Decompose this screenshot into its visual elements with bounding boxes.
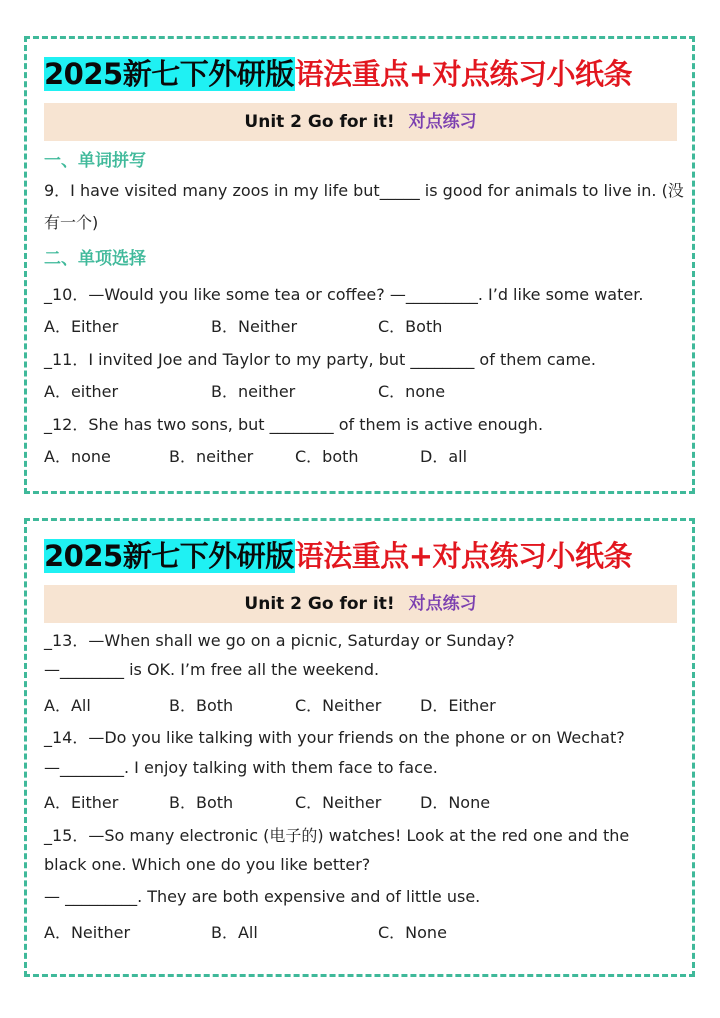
question-9-line-2: 有一个) bbox=[44, 213, 99, 232]
q12-option-b[interactable]: B．neither bbox=[169, 447, 254, 466]
q15-option-b[interactable]: B．All bbox=[211, 923, 258, 942]
q11-option-b[interactable]: B．neither bbox=[211, 382, 296, 401]
practice-label: 对点练习 bbox=[408, 594, 477, 614]
q14-option-b[interactable]: B．Both bbox=[169, 793, 234, 812]
unit-bar bbox=[44, 103, 677, 141]
q14-option-d[interactable]: D．None bbox=[420, 793, 491, 812]
section-heading-multiple-choice: 二、单项选择 bbox=[44, 249, 146, 269]
section-heading-spelling: 一、单词拼写 bbox=[44, 151, 146, 171]
card-title bbox=[44, 51, 632, 97]
practice-label: 对点练习 bbox=[408, 112, 477, 132]
title-highlight-text: 2025新七下外研版 bbox=[44, 57, 294, 91]
question-9-line-1: 9．I have visited many zoos in my life but_____ is good for animals to live in. (没 bbox=[44, 181, 684, 200]
unit-label: Unit 2 Go for it! bbox=[244, 594, 395, 614]
unit-bar bbox=[44, 585, 677, 623]
q12-option-c[interactable]: C．both bbox=[295, 447, 359, 466]
title-red-text: 语法重点+对点练习小纸条 bbox=[294, 539, 633, 573]
question-15-line-2: black one. Which one do you like better? bbox=[44, 855, 371, 874]
title-red-text: 语法重点+对点练习小纸条 bbox=[294, 57, 633, 91]
q12-option-a[interactable]: A．none bbox=[44, 447, 111, 466]
q10-option-b[interactable]: B．Neither bbox=[211, 317, 298, 336]
question-13-line-1: _13．—When shall we go on a picnic, Saturday or Sunday? bbox=[44, 631, 515, 650]
question-13-line-2: —________ is OK. I’m free all the weekend. bbox=[44, 660, 380, 679]
q12-option-d[interactable]: D．all bbox=[420, 447, 468, 466]
question-14-line-2: —________. I enjoy talking with them face to face. bbox=[44, 758, 438, 777]
question-15-line-3: — _________. They are both expensive and of little use. bbox=[44, 887, 481, 906]
exercise-card-2 bbox=[24, 518, 695, 977]
q10-option-c[interactable]: C．Both bbox=[378, 317, 443, 336]
card-title bbox=[44, 533, 632, 579]
q14-option-c[interactable]: C．Neither bbox=[295, 793, 382, 812]
exercise-card-1 bbox=[24, 36, 695, 494]
q13-option-a[interactable]: A．All bbox=[44, 696, 91, 715]
question-11: _11．I invited Joe and Taylor to my party, but ________ of them came. bbox=[44, 350, 596, 369]
question-15-line-1: _15．—So many electronic (电子的) watches! Look at the red one and the bbox=[44, 826, 630, 845]
q15-option-c[interactable]: C．None bbox=[378, 923, 447, 942]
q10-option-a[interactable]: A．Either bbox=[44, 317, 119, 336]
q13-option-b[interactable]: B．Both bbox=[169, 696, 234, 715]
question-14-line-1: _14．—Do you like talking with your friends on the phone or on Wechat? bbox=[44, 728, 625, 747]
title-highlight-text: 2025新七下外研版 bbox=[44, 539, 294, 573]
question-12: _12．She has two sons, but ________ of them is active enough. bbox=[44, 415, 544, 434]
question-10: _10．—Would you like some tea or coffee? —_________. I’d like some water. bbox=[44, 285, 644, 304]
q11-option-a[interactable]: A．either bbox=[44, 382, 119, 401]
unit-label: Unit 2 Go for it! bbox=[244, 112, 395, 132]
q11-option-c[interactable]: C．none bbox=[378, 382, 446, 401]
q13-option-d[interactable]: D．Either bbox=[420, 696, 496, 715]
q14-option-a[interactable]: A．Either bbox=[44, 793, 119, 812]
q13-option-c[interactable]: C．Neither bbox=[295, 696, 382, 715]
q15-option-a[interactable]: A．Neither bbox=[44, 923, 131, 942]
